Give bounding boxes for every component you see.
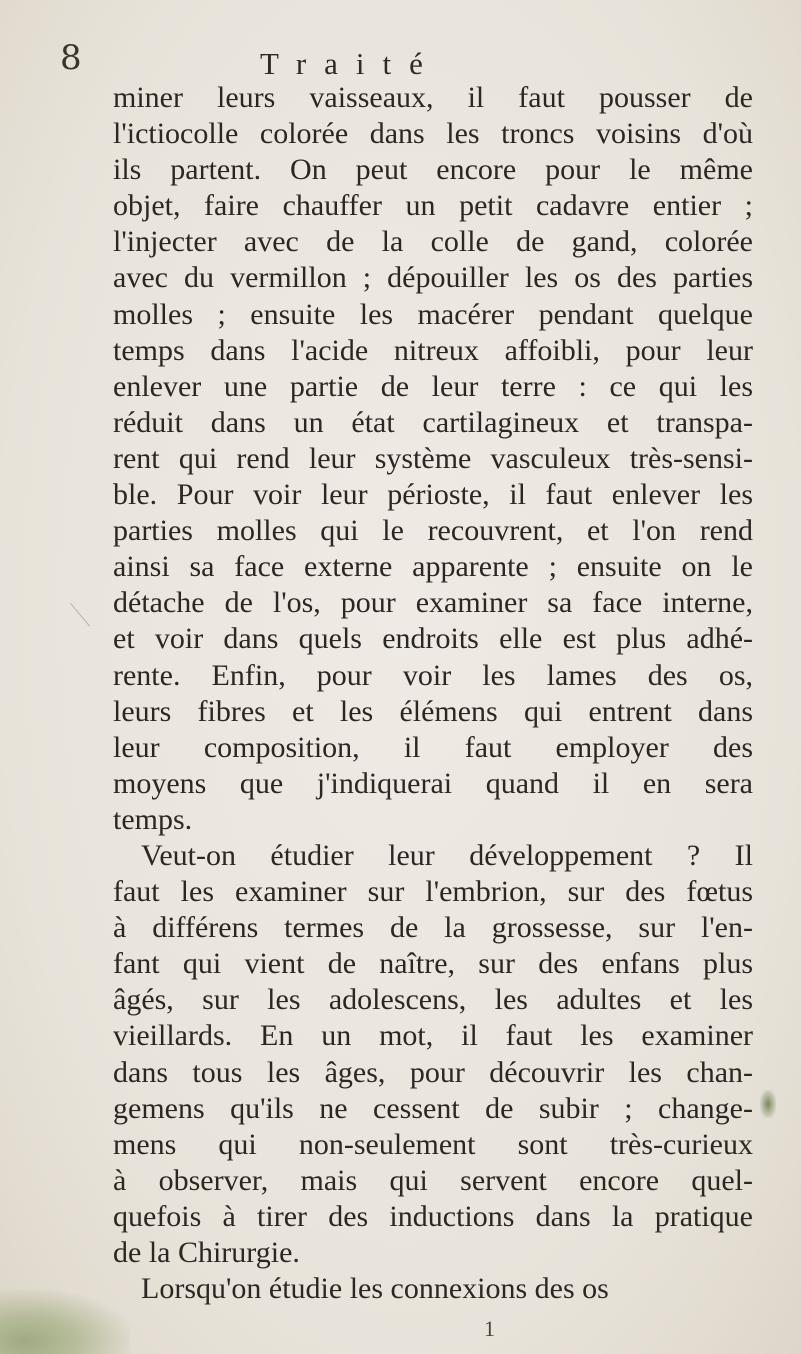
text-line: miner leurs vaisseaux, il faut pousser de: [113, 81, 753, 114]
paper-stain: [760, 1090, 776, 1118]
text-line: moyens que j'indiquerai quand il en sera: [113, 766, 753, 800]
text-line: Veut-on étudier leur développement ? Il: [141, 838, 753, 872]
text-line: âgés, sur les adolescens, les adultes et les: [113, 983, 753, 1017]
text-line: enlever une partie de leur terre : ce qui les: [113, 369, 753, 403]
text-line: gemens qu'ils ne cessent de subir ; change-: [113, 1091, 753, 1125]
text-line: faut les examiner sur l'embrion, sur des fœtus: [113, 875, 753, 909]
text-line: à observer, mais qui servent encore quel-: [113, 1163, 753, 1197]
text-line: ble. Pour voir leur périoste, il faut enlever les: [113, 478, 753, 512]
text-line: leurs fibres et les élémens qui entrent dans: [113, 694, 753, 728]
text-line: mens qui non-seulement sont très-curieux: [113, 1127, 753, 1161]
text-line: rent qui rend leur système vasculeux très-sensi-: [113, 441, 753, 475]
text-line: objet, faire chauffer un petit cadavre entier ;: [113, 189, 753, 223]
text-line: dans tous les âges, pour découvrir les chan-: [113, 1055, 753, 1089]
text-line: Lorsqu'on étudie les connexions des os: [141, 1272, 609, 1306]
text-line: avec du vermillon ; dépouiller les os des parties: [113, 261, 753, 295]
text-line: quefois à tirer des inductions dans la pratique: [113, 1199, 753, 1233]
text-line: ainsi sa face externe apparente ; ensuite on le: [113, 550, 753, 584]
text-line: fant qui vient de naître, sur des enfans plus: [113, 947, 753, 981]
text-line: l'injecter avec de la colle de gand, colorée: [113, 225, 753, 259]
body-text: [113, 80, 753, 1307]
text-line: l'ictiocolle colorée dans les troncs voisins d'où: [113, 117, 753, 151]
text-line: rente. Enfin, pour voir les lames des os,: [113, 658, 753, 692]
text-line: molles ; ensuite les macérer pendant quelque: [113, 297, 753, 331]
text-line: vieillards. En un mot, il faut les examiner: [113, 1019, 753, 1053]
paper-stain: [0, 1290, 130, 1354]
text-line: réduit dans un état cartilagineux et transpa-: [113, 405, 753, 439]
text-line: et voir dans quels endroits elle est plus adhé-: [113, 622, 753, 656]
running-title: Traité: [260, 46, 441, 81]
text-line: parties molles qui le recouvrent, et l'on rend: [113, 514, 753, 548]
text-line: leur composition, il faut employer des: [113, 730, 753, 764]
text-line: ils partent. On peut encore pour le même: [113, 153, 753, 187]
text-line: de la Chirurgie.: [113, 1236, 300, 1269]
text-line: détache de l'os, pour examiner sa face interne,: [113, 586, 753, 620]
text-line: temps.: [113, 802, 193, 836]
fold-mark: [70, 584, 113, 627]
page-number: 8: [60, 38, 82, 78]
text-line: à différens termes de la grossesse, sur l'en-: [113, 911, 753, 945]
signature-mark: 1: [484, 1316, 495, 1341]
text-line: temps dans l'acide nitreux affoibli, pour leur: [113, 333, 753, 367]
